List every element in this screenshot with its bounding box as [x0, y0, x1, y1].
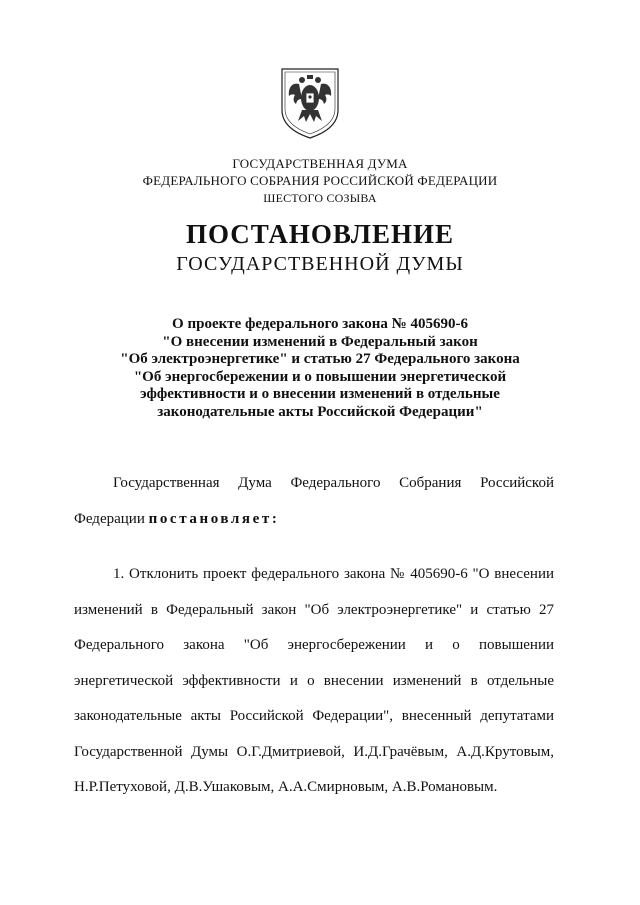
resolves-word: постановляет: [148, 511, 280, 527]
convocation-line: ШЕСТОГО СОЗЫВА [263, 191, 377, 205]
preamble-text: Федерации [74, 511, 149, 527]
clause-line: Федерального закона "Об энергосбережении и о повышении [74, 637, 554, 653]
subject-line: О проекте федерального закона № 405690-6 [172, 316, 468, 332]
subject-line: "Об энергосбережении и о повышении энергетической [133, 368, 507, 385]
document-title: ПОСТАНОВЛЕНИЕ [185, 219, 455, 249]
clause-line: изменений в Федеральный закон "Об электроэнергетике" и статью 27 [74, 601, 554, 618]
clause-line: энергетической эффективности и о внесении изменений в отдельные [74, 672, 554, 689]
clause-line: Государственной Думы О.Г.Дмитриевой, И.Д.Грачёвым, А.Д.Крутовым, [74, 743, 554, 760]
coat-of-arms-icon [278, 66, 342, 140]
subject-line: эффективности и о внесении изменений в отдельные [140, 386, 500, 402]
preamble-line: Государственная Дума Федерального Собрания Российской [113, 475, 554, 491]
clause-line: законодательные акты Российской Федерации", внесенный депутатами [74, 708, 554, 724]
clause-line: 1. Отклонить проект федерального закона № 405690-6 "О внесении [113, 566, 554, 582]
preamble-line [74, 511, 554, 528]
subject-line: "О внесении изменений в Федеральный закон [162, 333, 478, 350]
subject-line: законодательные акты Российской Федерации" [157, 403, 483, 420]
org-name-line1: ГОСУДАРСТВЕННАЯ ДУМА [232, 156, 408, 171]
org-name-line2: ФЕДЕРАЛЬНОГО СОБРАНИЯ РОССИЙСКОЙ ФЕДЕРАЦИИ [142, 173, 498, 188]
subject-line: "Об электроэнергетике" и статью 27 Федерального закона [120, 351, 520, 367]
document-subject [0, 316, 640, 421]
clause-line: Н.Р.Петуховой, Д.В.Ушаковым, А.А.Смирновым, А.В.Романовым. [74, 779, 498, 795]
document-subtitle: ГОСУДАРСТВЕННОЙ ДУМЫ [176, 253, 464, 275]
